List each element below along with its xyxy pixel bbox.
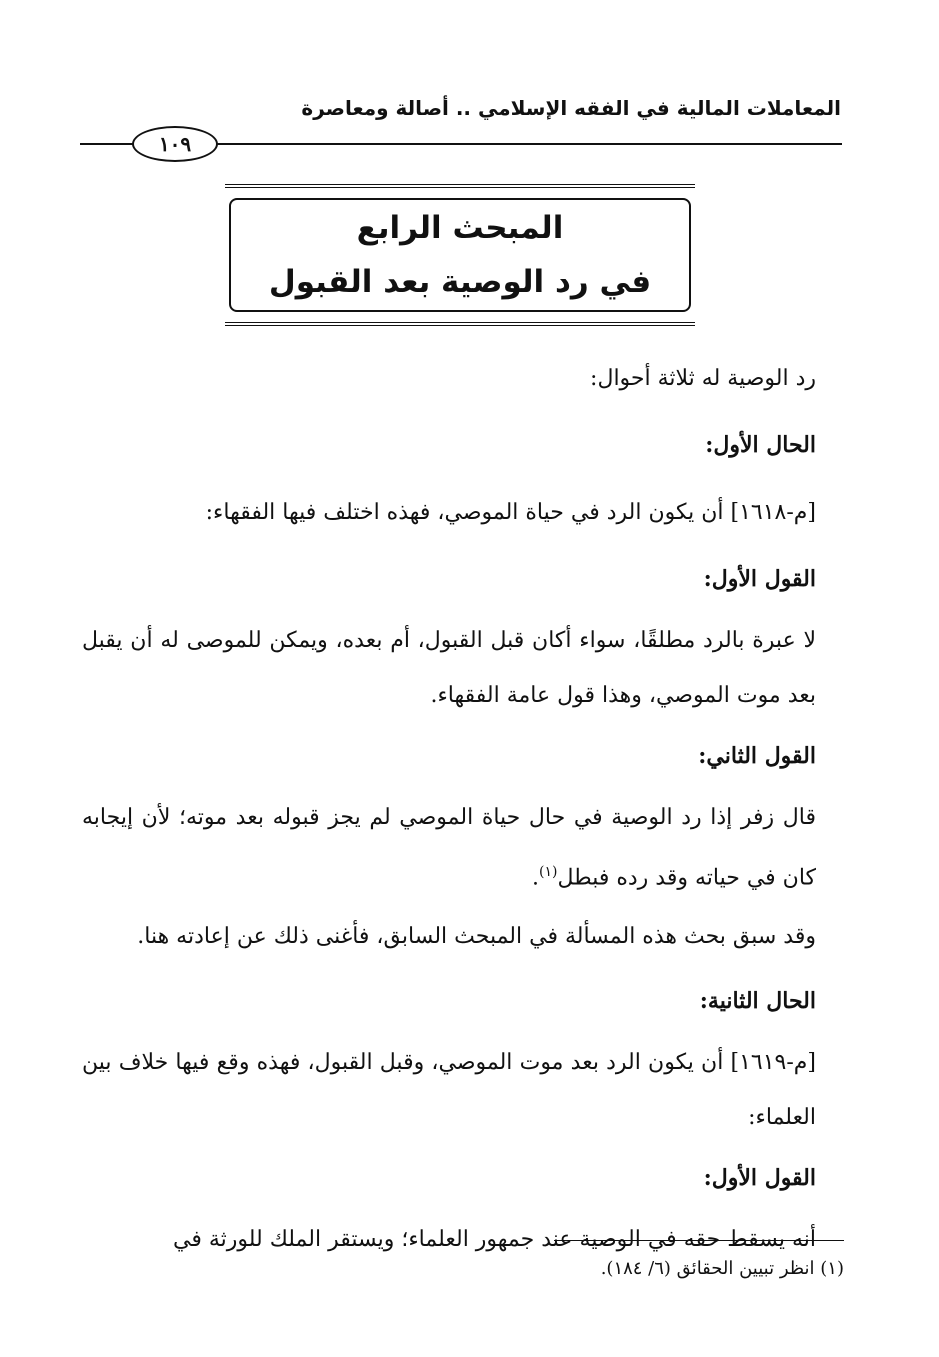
paragraph-first-opinion: لا عبرة بالرد مطلقًا، سواء أكان قبل القبول، أم بعده، ويمكن للموصى له أن يقبل بعد موت الموصي، وهذا قول عامة الفقهاء.	[82, 628, 816, 708]
page-number	[132, 126, 218, 162]
section-title-line2: في رد الوصية بعد القبول	[268, 264, 652, 300]
running-title: المعاملات المالية في الفقه الإسلامي .. أصالة ومعاصرة	[301, 96, 841, 120]
section-title-frame	[225, 184, 695, 326]
heading-second-opinion: القول الثاني:	[698, 743, 816, 769]
heading-second-case: الحال الثانية:	[699, 988, 816, 1015]
page-number-text: ١٠٩	[158, 132, 192, 156]
footnote-reference: (١)	[539, 864, 558, 880]
paragraph-majority-opinion: أنه يسقط حقه في الوصية عند جمهور العلماء؛ ويستقر الملك للورثة في	[172, 1227, 816, 1253]
heading-first-case: الحال الأول:	[705, 432, 816, 458]
heading-first-opinion-2: القول الأول:	[703, 1165, 816, 1192]
footnote: (١) انظر تبيين الحقائق (٦/ ١٨٤).	[600, 1258, 844, 1279]
heading-first-opinion: القول الأول:	[703, 566, 816, 592]
paragraph-previous-section: وقد سبق بحث هذه المسألة في المبحث السابق، فأغنى ذلك عن إعادته هنا.	[137, 924, 816, 950]
section-title-line1: المبحث الرابع	[356, 210, 564, 246]
paragraph-second-opinion	[82, 790, 816, 905]
paragraph-first-case: [م-١٦١٨] أن يكون الرد في حياة الموصي، فهذه اختلف فيها الفقهاء:	[205, 500, 816, 525]
intro-paragraph: رد الوصية له ثلاثة أحوال:	[590, 366, 816, 391]
paragraph-end-period: .	[532, 865, 540, 891]
paragraph-second-case: [م-١٦١٩] أن يكون الرد بعد موت الموصي، وقبل القبول، فهذه وقع فيها خلاف بين العلماء:	[82, 1050, 816, 1131]
body-text	[82, 345, 816, 1267]
section-title-box	[229, 198, 691, 312]
paragraph-second-opinion-text: قال زفر إذا رد الوصية في حال حياة الموصي لم يجز قبوله بعد موته؛ لأن إيجابه كان في حياته وقد رده فبطل	[82, 805, 816, 891]
footnote-rule	[554, 1240, 844, 1241]
